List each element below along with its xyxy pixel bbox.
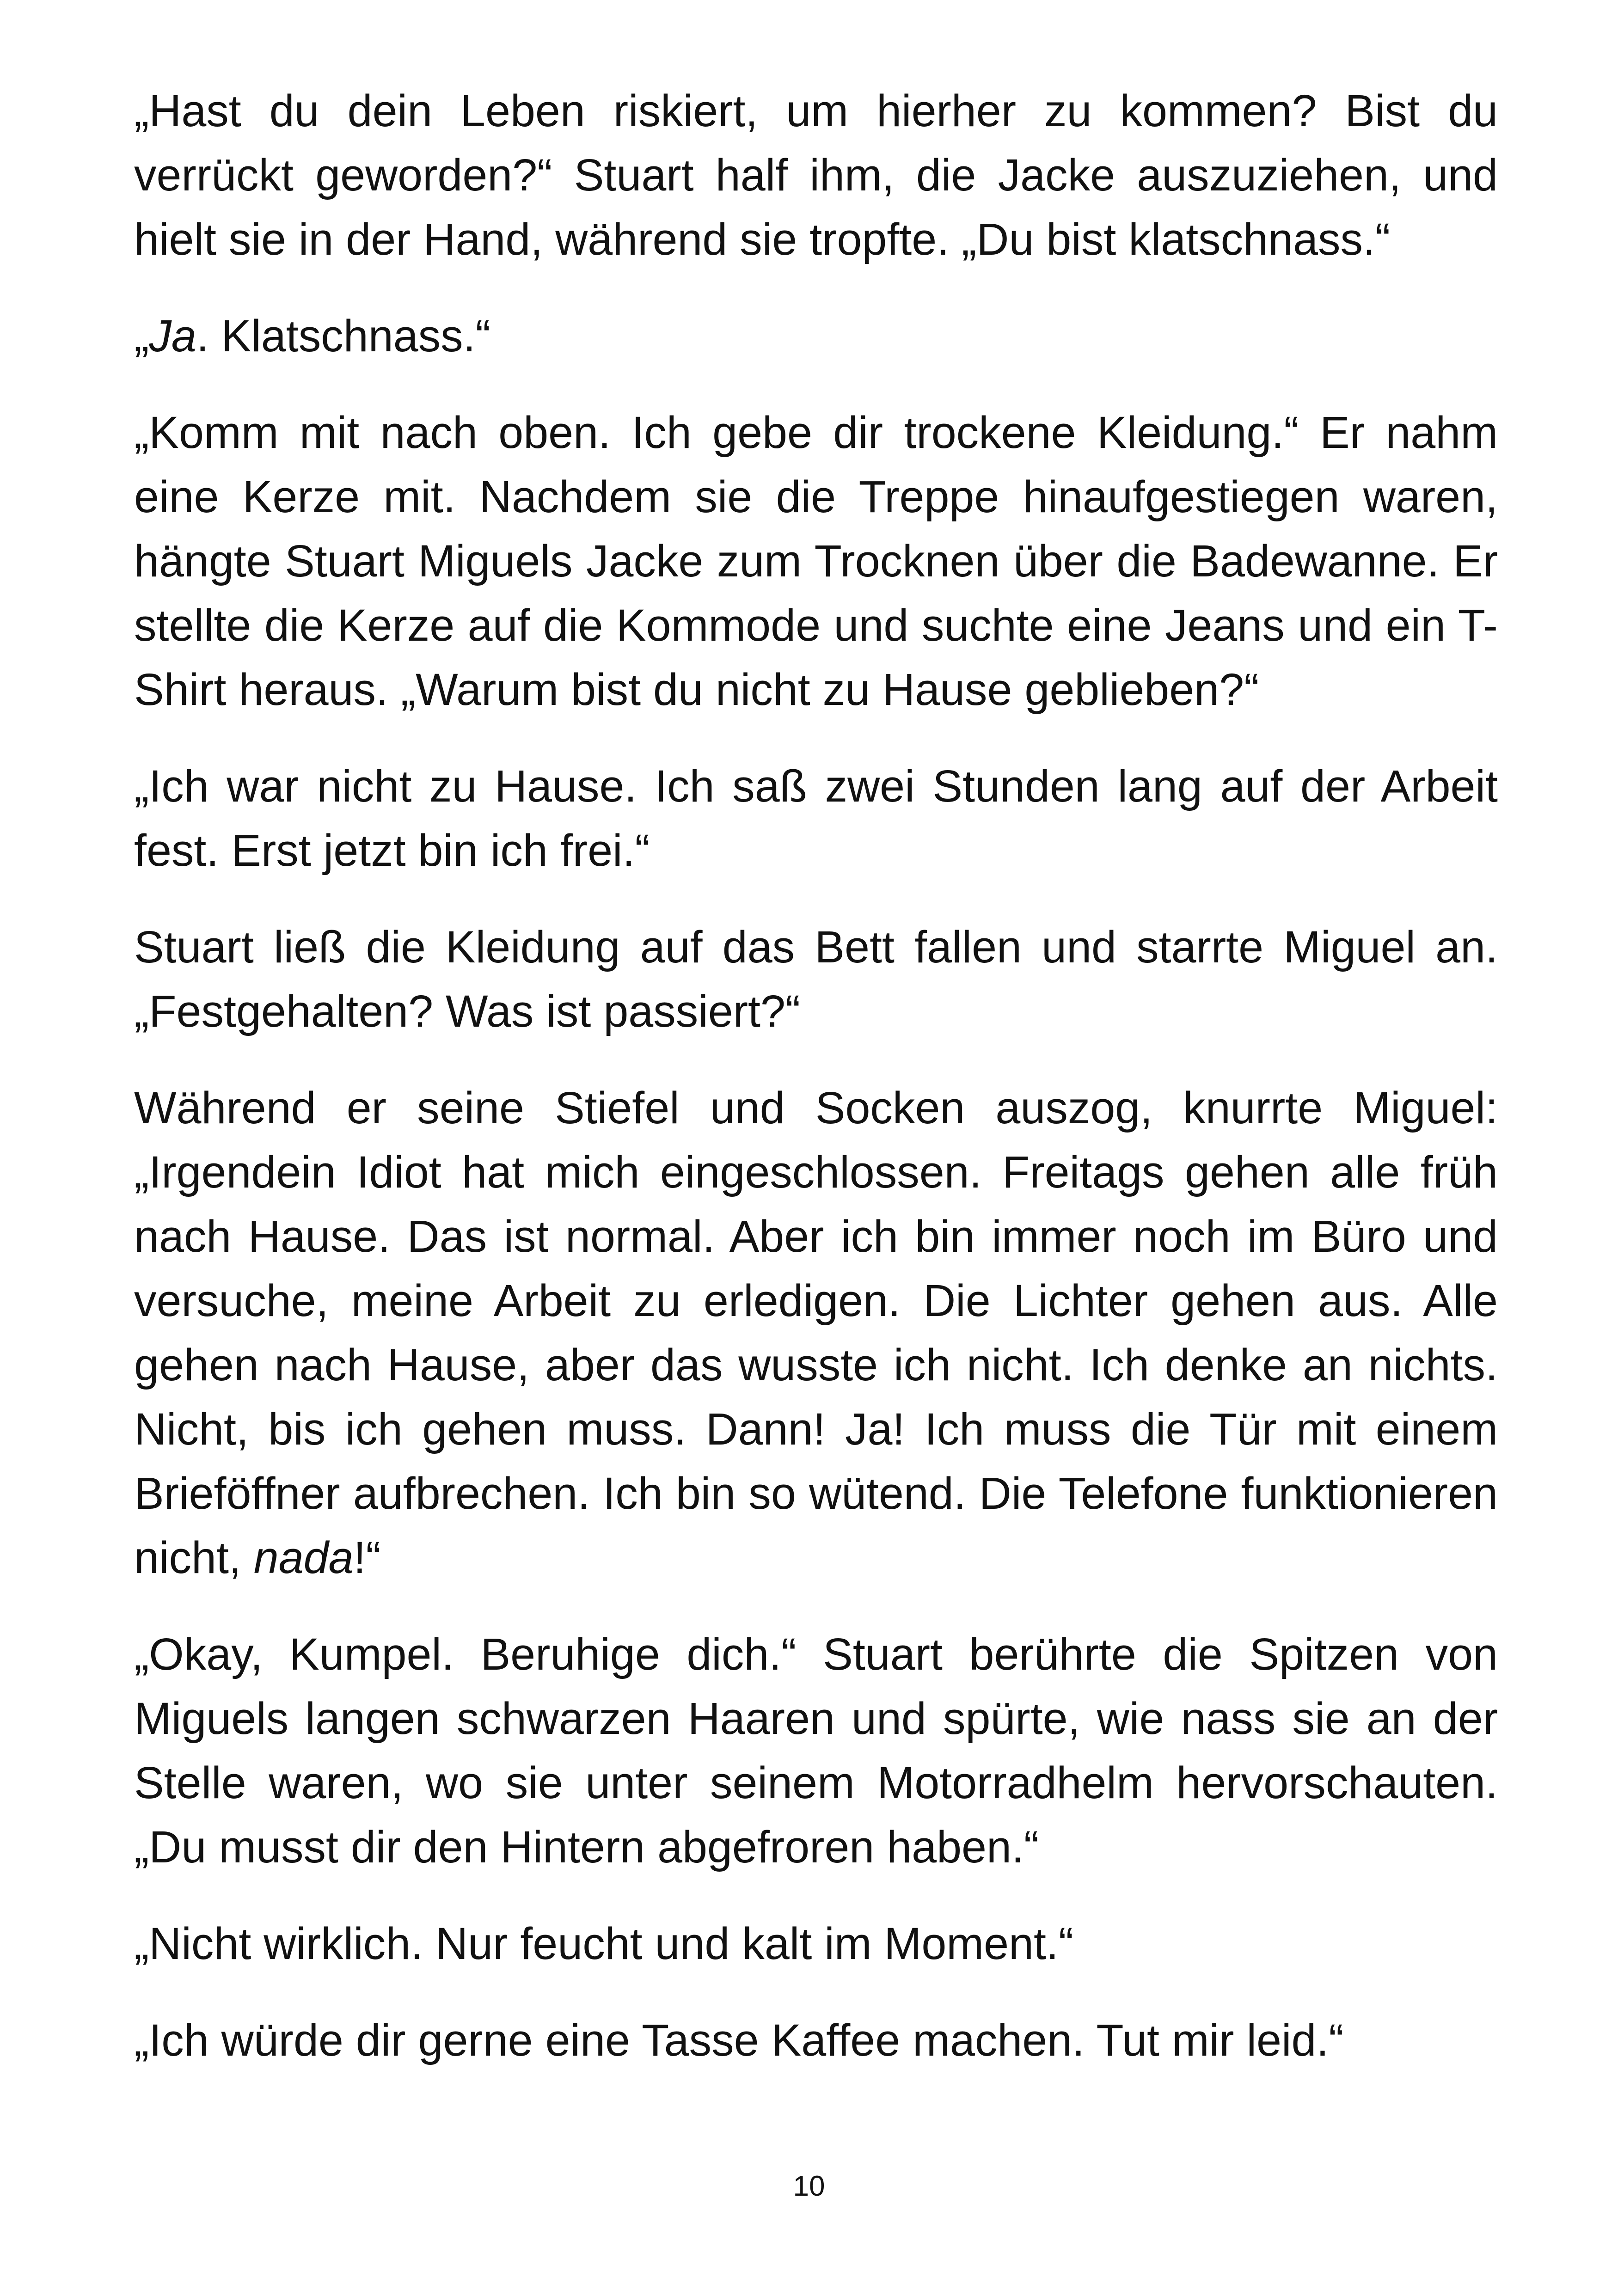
text-run: „Ich würde dir gerne eine Tasse Kaffee machen. Tut mir leid.“ bbox=[134, 2015, 1344, 2065]
text-run: Während er seine Stiefel und Socken auszog, knurrte Miguel: „Irgendein Idiot hat mich eingeschlossen. Freitags gehen alle früh nach Hause. Das ist normal. Aber ich bin immer noch im Büro und versuche, meine Arbeit zu erledigen. Die Lichter gehen aus. Alle gehen nach Hause, aber das wusste ich nicht. Ich denke an nichts. Nicht, bis ich gehen muss. Dann! Ja! Ich muss die Tür mit einem Brieföffner aufbrechen. Ich bin so wütend. Die Telefone funktionieren nicht, bbox=[134, 1083, 1498, 1583]
paragraph bbox=[134, 79, 1498, 271]
text-run: „Hast du dein Leben riskiert, um hierher zu kommen? Bist du verrückt geworden?“ Stuart half ihm, die Jacke auszuziehen, und hielt sie in der Hand, während sie tropfte. „Du bist klatschnass.“ bbox=[134, 86, 1498, 264]
paragraph bbox=[134, 1911, 1498, 1976]
text-run: „Komm mit nach oben. Ich gebe dir trockene Kleidung.“ Er nahm eine Kerze mit. Nachdem sie die Treppe hinaufgestiegen waren, hängte Stuart Miguels Jacke zum Trocknen über die Badewanne. Er stellte die Kerze auf die Kommode und suchte eine Jeans und ein T-Shirt heraus. „Warum bist du nicht zu Hause geblieben?“ bbox=[134, 407, 1498, 715]
paragraph bbox=[134, 1076, 1498, 1590]
text-run: !“ bbox=[353, 1532, 381, 1583]
text-run: Stuart ließ die Kleidung auf das Bett fallen und starrte Miguel an. „Festgehalten? Was ist passiert?“ bbox=[134, 922, 1498, 1036]
paragraph bbox=[134, 400, 1498, 722]
paragraph bbox=[134, 2008, 1498, 2072]
body-text bbox=[134, 79, 1498, 2105]
paragraph bbox=[134, 304, 1498, 368]
italic-text-run: nada bbox=[253, 1532, 354, 1583]
italic-text-run: Ja bbox=[149, 311, 196, 361]
text-run: „ bbox=[134, 311, 149, 361]
page-number: 10 bbox=[793, 2170, 825, 2202]
paragraph bbox=[134, 754, 1498, 882]
paragraph bbox=[134, 1622, 1498, 1879]
text-run: „Okay, Kumpel. Beruhige dich.“ Stuart berührte die Spitzen von Miguels langen schwarzen Haaren und spürte, wie nass sie an der Stelle waren, wo sie unter seinem Motorradhelm hervorschauten. „Du musst dir den Hintern abgefroren haben.“ bbox=[134, 1629, 1498, 1872]
text-run: „Nicht wirklich. Nur feucht und kalt im Moment.“ bbox=[134, 1918, 1074, 1969]
paragraph bbox=[134, 915, 1498, 1043]
text-run: „Ich war nicht zu Hause. Ich saß zwei Stunden lang auf der Arbeit fest. Erst jetzt bin ich frei.“ bbox=[134, 761, 1498, 876]
text-run: . Klatschnass.“ bbox=[196, 311, 490, 361]
